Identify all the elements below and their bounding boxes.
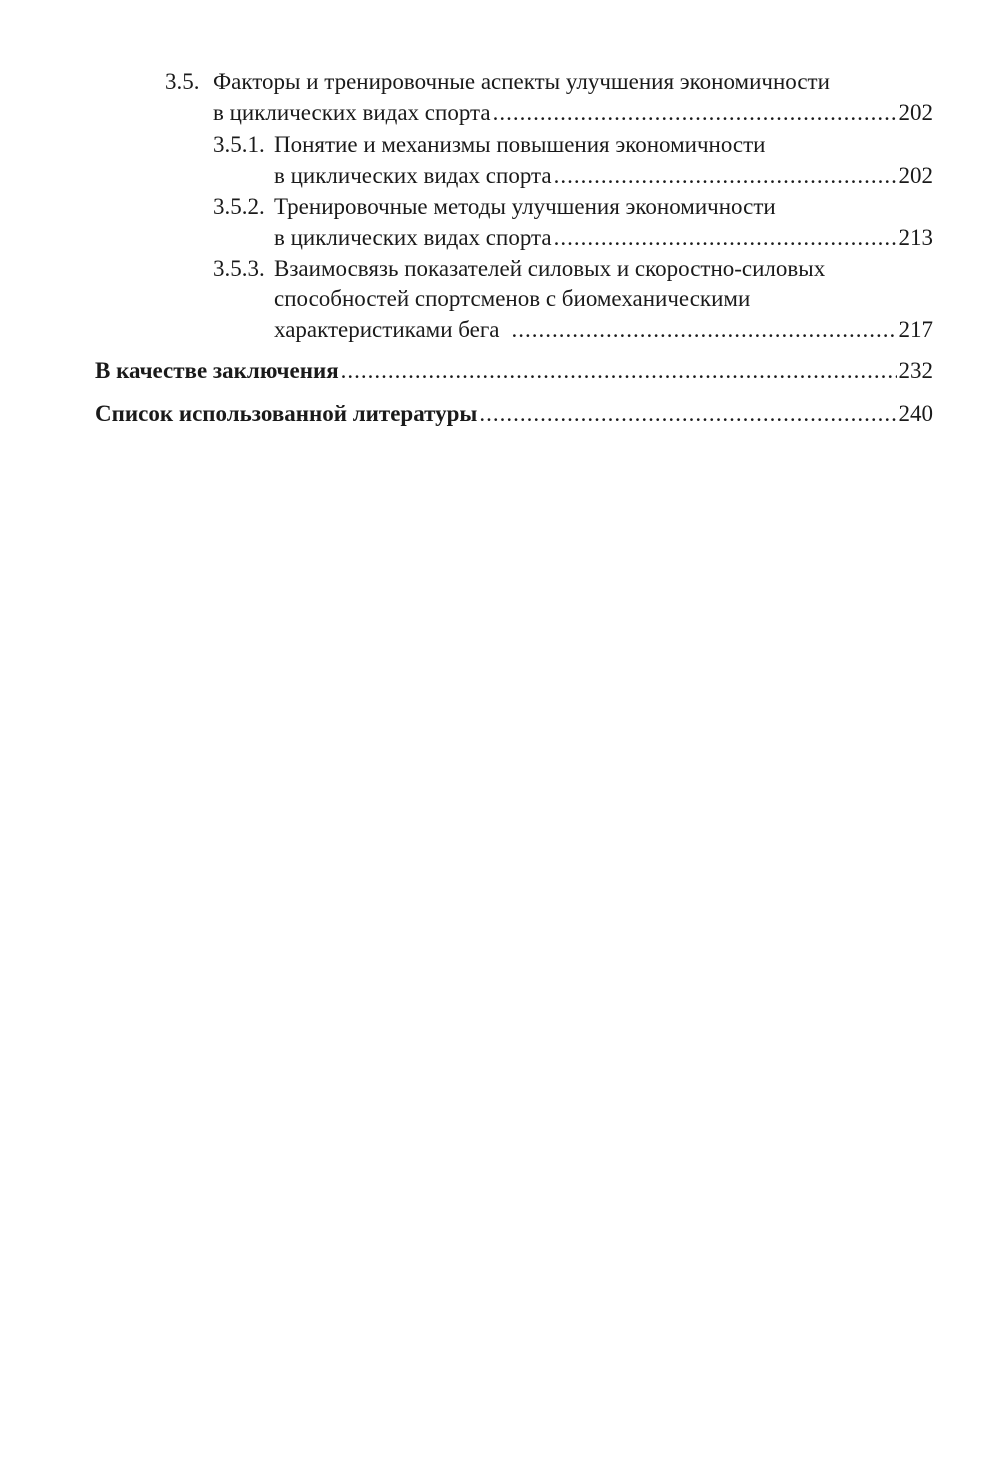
toc-entry-title-line: Факторы и тренировочные аспекты улучшения экономичности xyxy=(213,69,830,94)
toc-entry-number: 3.5.3. xyxy=(213,256,265,281)
toc-page-number: 202 xyxy=(898,163,933,188)
toc-entry-title-line: Тренировочные методы улучшения экономичности xyxy=(274,194,776,219)
toc-entry-number: 3.5.2. xyxy=(213,194,265,219)
toc-entry-title: Список использованной литературы xyxy=(95,401,478,426)
toc-entry-title-line: характеристиками бега xyxy=(274,317,500,342)
toc-entry-references[interactable] xyxy=(0,0,1000,435)
toc-leader-dots xyxy=(479,399,896,429)
toc-entry-title: В качестве заключения xyxy=(95,358,339,383)
toc-page-number: 213 xyxy=(898,225,933,250)
toc-entry-title-line: в циклических видах спорта xyxy=(274,163,552,188)
toc-page-number: 202 xyxy=(898,100,933,125)
toc-page-number: 217 xyxy=(898,317,933,342)
toc-entry-title-line: в циклических видах спорта xyxy=(213,100,491,125)
toc-page-number: 240 xyxy=(898,401,933,426)
toc-entry-title-line: Понятие и механизмы повышения экономичности xyxy=(274,132,766,157)
toc-entry-title-line: способностей спортсменов с биомеханическими xyxy=(274,286,751,311)
toc-entry-leader-line xyxy=(95,399,933,429)
toc-entry-title-line: Взаимосвязь показателей силовых и скоростно-силовых xyxy=(274,256,826,281)
toc-page-number: 232 xyxy=(898,358,933,383)
toc-entry-number: 3.5. xyxy=(165,69,200,94)
toc-entry-number: 3.5.1. xyxy=(213,132,265,157)
toc-entry-title-line: в циклических видах спорта xyxy=(274,225,552,250)
